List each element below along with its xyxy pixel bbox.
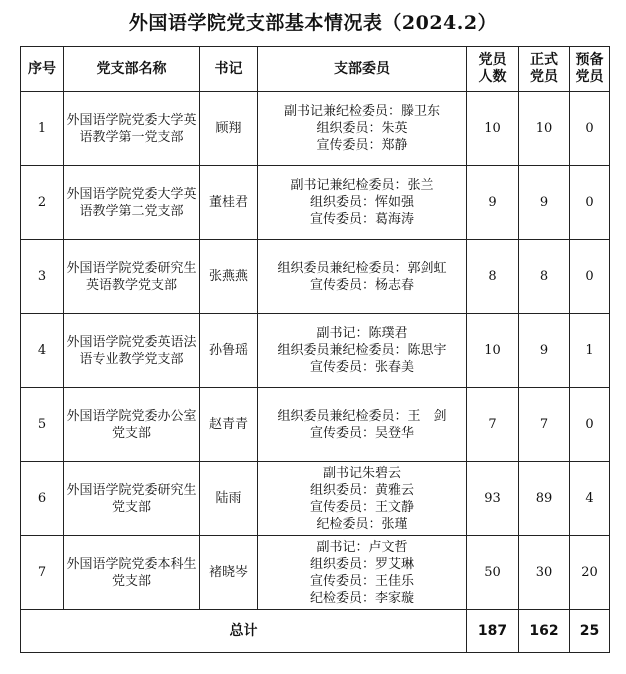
committee-line: 宣传委员：郑静 <box>316 138 408 153</box>
branch-info-table <box>20 46 610 653</box>
row-committee <box>258 314 467 388</box>
header-probationary <box>570 47 610 92</box>
row-index: 5 <box>21 388 64 462</box>
committee-line: 纪检委员：李家璇 <box>309 590 414 606</box>
row-secretary: 孙鲁瑶 <box>200 314 258 388</box>
committee-line: 纪检委员：张瑾 <box>316 516 408 532</box>
row-probationary: 0 <box>570 388 610 462</box>
row-probationary: 20 <box>570 536 610 610</box>
row-secretary: 顾翔 <box>200 92 258 166</box>
header-full-line2: 党员 <box>530 69 558 85</box>
row-full: 9 <box>519 166 570 240</box>
row-full: 7 <box>519 388 570 462</box>
row-members: 50 <box>467 536 519 610</box>
row-secretary: 董桂君 <box>200 166 258 240</box>
row-committee <box>258 462 467 536</box>
row-secretary: 陆雨 <box>200 462 258 536</box>
row-index: 1 <box>21 92 64 166</box>
page-title: 外国语学院党支部基本情况表（2024.2） <box>128 12 498 34</box>
header-probationary-line2: 党员 <box>575 69 604 85</box>
row-probationary: 4 <box>570 462 610 536</box>
header-branch: 党支部名称 <box>64 47 200 92</box>
row-branch: 外国语学院党委本科生党支部 <box>64 536 200 610</box>
row-members: 9 <box>467 166 519 240</box>
table-row <box>21 166 610 240</box>
header-members <box>467 47 519 92</box>
row-committee <box>258 536 467 610</box>
row-members: 7 <box>467 388 519 462</box>
row-index: 2 <box>21 166 64 240</box>
total-row <box>21 610 610 653</box>
row-index: 4 <box>21 314 64 388</box>
table-row <box>21 240 610 314</box>
table-row <box>21 388 610 462</box>
row-secretary: 张燕燕 <box>200 240 258 314</box>
committee-line: 宣传委员：张春美 <box>309 360 414 375</box>
header-probationary-line1: 预备 <box>575 52 604 68</box>
row-committee <box>258 388 467 462</box>
committee-line: 宣传委员：吴登华 <box>309 425 414 441</box>
committee-line: 组织委员兼纪检委员：陈思宇 <box>277 343 447 358</box>
committee-line: 组织委员兼纪检委员：郭剑虹 <box>277 260 447 276</box>
committee-line: 组织委员兼纪检委员：王 剑 <box>277 408 447 424</box>
row-branch: 外国语学院党委大学英语教学第二党支部 <box>64 166 200 240</box>
committee-line: 组织委员：罗艾琳 <box>309 556 414 572</box>
row-index: 6 <box>21 462 64 536</box>
committee-line: 组织委员：黄雅云 <box>309 482 414 498</box>
row-members: 10 <box>467 314 519 388</box>
header-full-line1: 正式 <box>530 52 558 68</box>
row-committee <box>258 240 467 314</box>
row-index: 3 <box>21 240 64 314</box>
row-branch: 外国语学院党委研究生英语教学党支部 <box>64 240 200 314</box>
row-full: 10 <box>519 92 570 166</box>
committee-line: 宣传委员：王佳乐 <box>309 573 414 589</box>
row-full: 30 <box>519 536 570 610</box>
header-members-line1: 党员 <box>478 52 507 68</box>
row-members: 93 <box>467 462 519 536</box>
total-full: 162 <box>519 610 570 653</box>
row-committee <box>258 166 467 240</box>
header-members-line2: 人数 <box>478 69 507 85</box>
committee-line: 副书记：卢文哲 <box>316 539 408 555</box>
header-secretary: 书记 <box>200 47 258 92</box>
committee-line: 组织委员：恽如强 <box>309 195 414 210</box>
table-row <box>21 314 610 388</box>
row-index: 7 <box>21 536 64 610</box>
committee-line: 副书记兼纪检委员：张兰 <box>290 178 434 193</box>
row-secretary: 赵青青 <box>200 388 258 462</box>
header-committee: 支部委员 <box>258 47 467 92</box>
header-full <box>519 47 570 92</box>
row-probationary: 0 <box>570 92 610 166</box>
committee-line: 副书记兼纪检委员：滕卫东 <box>283 104 440 119</box>
row-branch: 外国语学院党委研究生党支部 <box>64 462 200 536</box>
row-probationary: 0 <box>570 166 610 240</box>
row-full: 9 <box>519 314 570 388</box>
row-full: 89 <box>519 462 570 536</box>
total-label: 总计 <box>21 610 467 653</box>
header-index: 序号 <box>21 47 64 92</box>
row-members: 8 <box>467 240 519 314</box>
total-members: 187 <box>467 610 519 653</box>
committee-line: 组织委员：朱英 <box>316 121 408 136</box>
row-branch: 外国语学院党委大学英语教学第一党支部 <box>64 92 200 166</box>
row-full: 8 <box>519 240 570 314</box>
row-branch: 外国语学院党委英语法语专业教学党支部 <box>64 314 200 388</box>
table-row <box>21 92 610 166</box>
committee-line: 副书记：陈璞君 <box>316 326 408 341</box>
row-branch: 外国语学院党委办公室党支部 <box>64 388 200 462</box>
committee-line: 宣传委员：王文静 <box>309 499 414 515</box>
row-secretary: 褚晓岑 <box>200 536 258 610</box>
row-probationary: 1 <box>570 314 610 388</box>
committee-line: 副书记朱碧云 <box>322 465 401 481</box>
total-probationary: 25 <box>570 610 610 653</box>
row-committee <box>258 92 467 166</box>
table-row <box>21 536 610 610</box>
committee-line: 宣传委员：葛海涛 <box>309 212 414 227</box>
committee-line: 宣传委员：杨志春 <box>309 277 414 293</box>
header-row <box>21 47 610 92</box>
row-probationary: 0 <box>570 240 610 314</box>
row-members: 10 <box>467 92 519 166</box>
table-row <box>21 462 610 536</box>
